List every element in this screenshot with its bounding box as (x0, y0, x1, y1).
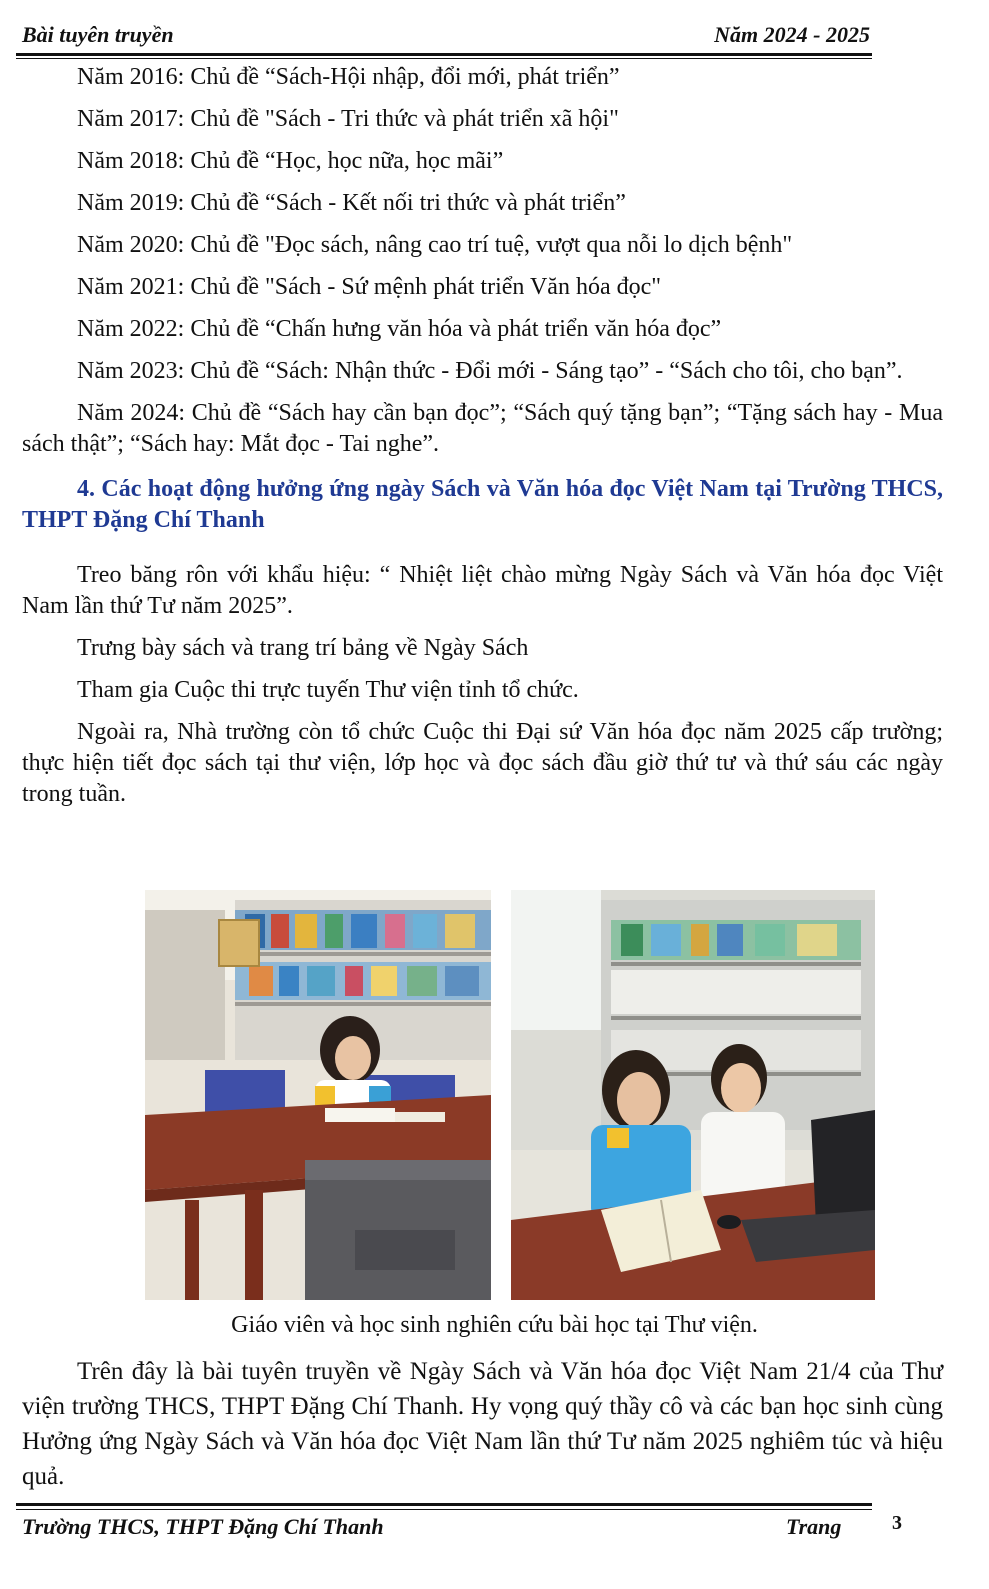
activity-paragraph: Treo băng rôn với khẩu hiệu: “ Nhiệt liệt chào mừng Ngày Sách và Văn hóa đọc Việt Nam lần thứ Tư năm 2025”. (22, 562, 943, 619)
year-item: Năm 2019: Chủ đề “Sách - Kết nối tri thức và phát triển” (77, 190, 626, 216)
footer-rule-thick (16, 1503, 872, 1506)
activity-paragraph: Trưng bày sách và trang trí bảng về Ngày Sách (77, 635, 529, 661)
photo-row (145, 890, 875, 1300)
header-year: Năm 2024 - 2025 (714, 22, 870, 47)
year-item: Năm 2018: Chủ đề “Học, học nữa, học mãi” (77, 148, 504, 174)
activity-paragraph: Ngoài ra, Nhà trường còn tổ chức Cuộc thi Đại sứ Văn hóa đọc năm 2025 cấp trường; thực hiện tiết đọc sách tại thư viện, lớp học và đọc sách đầu giờ thứ tư và thứ sáu các ngày trong tuần. (22, 719, 943, 807)
year-item: Năm 2017: Chủ đề "Sách - Tri thức và phát triển xã hội" (77, 106, 619, 132)
year-item: Năm 2020: Chủ đề "Đọc sách, nâng cao trí tuệ, vượt qua nỗi lo dịch bệnh" (77, 232, 793, 258)
body-text (22, 62, 943, 810)
section-heading: 4. Các hoạt động hưởng ứng ngày Sách và Văn hóa đọc Việt Nam tại Trường THCS, THPT Đặng Chí Thanh (22, 476, 943, 533)
header-title: Bài tuyên truyền (22, 22, 174, 47)
header-rule-thin (16, 58, 872, 59)
footer-school: Trường THCS, THPT Đặng Chí Thanh (22, 1514, 384, 1539)
year-item: Năm 2016: Chủ đề “Sách-Hội nhập, đổi mới, phát triển” (77, 64, 620, 90)
year-item: Năm 2024: Chủ đề “Sách hay cần bạn đọc”; “Sách quý tặng bạn”; “Tặng sách hay - Mua sách thật”; “Sách hay: Mắt đọc - Tai nghe”. (22, 400, 943, 457)
footer-page-label: Trang (786, 1514, 842, 1539)
library-photo-teacher-student (511, 890, 875, 1300)
closing-paragraph: Trên đây là bài tuyên truyền về Ngày Sách và Văn hóa đọc Việt Nam 21/4 của Thư viện trường THCS, THPT Đặng Chí Thanh. Hy vọng quý thầy cô và các bạn học sinh cùng Hưởng ứng Ngày Sách và Văn hóa đọc Việt Nam lần thứ Tư năm 2025 nghiêm túc và hiệu quả. (22, 1358, 943, 1490)
year-item: Năm 2022: Chủ đề “Chấn hưng văn hóa và phát triển văn hóa đọc” (77, 316, 722, 342)
activity-paragraph: Tham gia Cuộc thi trực tuyến Thư viện tỉnh tổ chức. (77, 677, 579, 703)
library-photo-student-reading (145, 890, 491, 1300)
photo-caption: Giáo viên và học sinh nghiên cứu bài học tại Thư viện. (231, 1312, 758, 1338)
year-item: Năm 2021: Chủ đề "Sách - Sứ mệnh phát triển Văn hóa đọc" (77, 274, 662, 300)
header-rule-thick (16, 53, 872, 56)
footer-page-number: 3 (892, 1512, 902, 1534)
year-item: Năm 2023: Chủ đề “Sách: Nhận thức - Đổi mới - Sáng tạo” - “Sách cho tôi, cho bạn”. (77, 358, 903, 384)
page-header (22, 22, 870, 48)
footer-rule-thin (16, 1509, 872, 1510)
